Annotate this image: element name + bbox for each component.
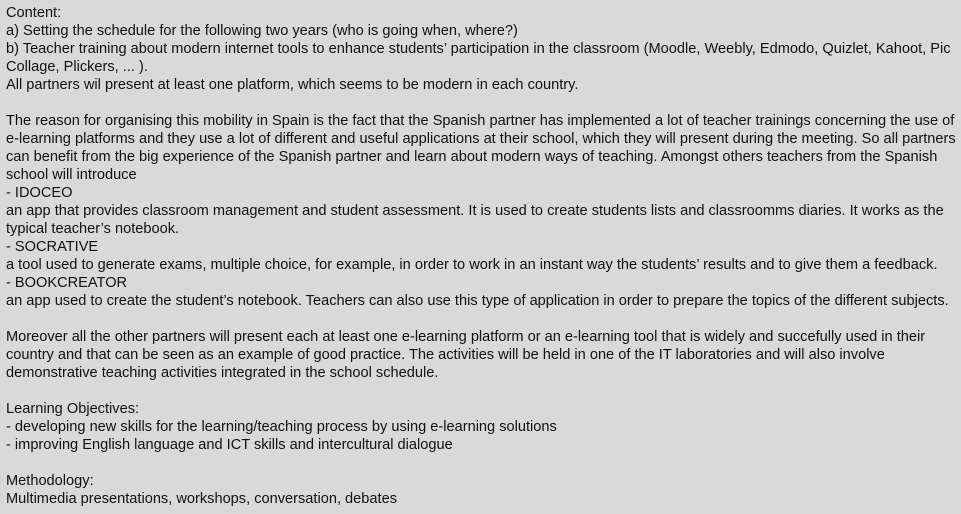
reason-paragraph-line-4: school will introduce — [6, 167, 137, 183]
partners-paragraph-line-3: demonstrative teaching activities integrated in the school schedule. — [6, 365, 439, 381]
paragraph-gap — [6, 454, 955, 472]
tool-idoceo-description-line-2: typical teacher’s notebook. — [6, 221, 180, 237]
paragraph-gap — [6, 94, 955, 112]
content-partners-note: All partners wil present at least one platform, which seems to be modern in each country. — [6, 77, 579, 93]
paragraph-gap — [6, 382, 955, 400]
content-heading: Content: — [6, 5, 62, 21]
content-item-a: a) Setting the schedule for the following two years (who is going when, where?) — [6, 23, 518, 39]
reason-paragraph-line-3: can benefit from the big experience of the Spanish partner and learn about modern ways of teaching. Amongst others teachers from the Spanish — [6, 149, 938, 165]
tool-idoceo-title: - IDOCEO — [6, 185, 73, 201]
content-item-b-line-1: b) Teacher training about modern internet tools to enhance students’ participation in the classroom (Moodle, Weebly, Edmodo, Quizlet, Kahoot, Pic — [6, 41, 951, 57]
partners-paragraph-line-1: Moreover all the other partners will present each at least one e-learning platform or an e-learning tool that is widely and succefully used in their — [6, 329, 926, 345]
reason-paragraph-line-2: e-learning platforms and they use a lot of different and useful applications at their school, which they will present during the meeting. So all partners — [6, 131, 956, 147]
learning-objectives-heading: Learning Objectives: — [6, 401, 140, 417]
tool-bookcreator-title: - BOOKCREATOR — [6, 275, 128, 291]
partners-paragraph-line-2: country and that can be seen as an example of good practice. The activities will be held in one of the IT laboratories and will also involve — [6, 347, 885, 363]
tool-socrative-description: a tool used to generate exams, multiple choice, for example, in order to work in an instant way the students’ results and to give them a feedback. — [6, 257, 938, 273]
tool-bookcreator-description: an app used to create the student’s notebook. Teachers can also use this type of application in order to prepare the topics of the different subjects. — [6, 293, 949, 309]
learning-objective-item: - developing new skills for the learning/teaching process by using e-learning solutions — [6, 419, 557, 435]
tool-socrative-title: - SOCRATIVE — [6, 239, 99, 255]
methodology-heading: Methodology: — [6, 473, 94, 489]
methodology-text: Multimedia presentations, workshops, conversation, debates — [6, 491, 397, 507]
tool-idoceo-description-line-1: an app that provides classroom management and student assessment. It is used to create students lists and classroomms diaries. It works as the — [6, 203, 944, 219]
reason-paragraph-line-1: The reason for organising this mobility in Spain is the fact that the Spanish partner has implemented a lot of teacher trainings concerning the use of — [6, 113, 955, 129]
content-item-b-line-2: Collage, Plickers, ... ). — [6, 59, 148, 75]
learning-objective-item: - improving English language and ICT skills and intercultural dialogue — [6, 437, 453, 453]
paragraph-gap — [6, 310, 955, 328]
